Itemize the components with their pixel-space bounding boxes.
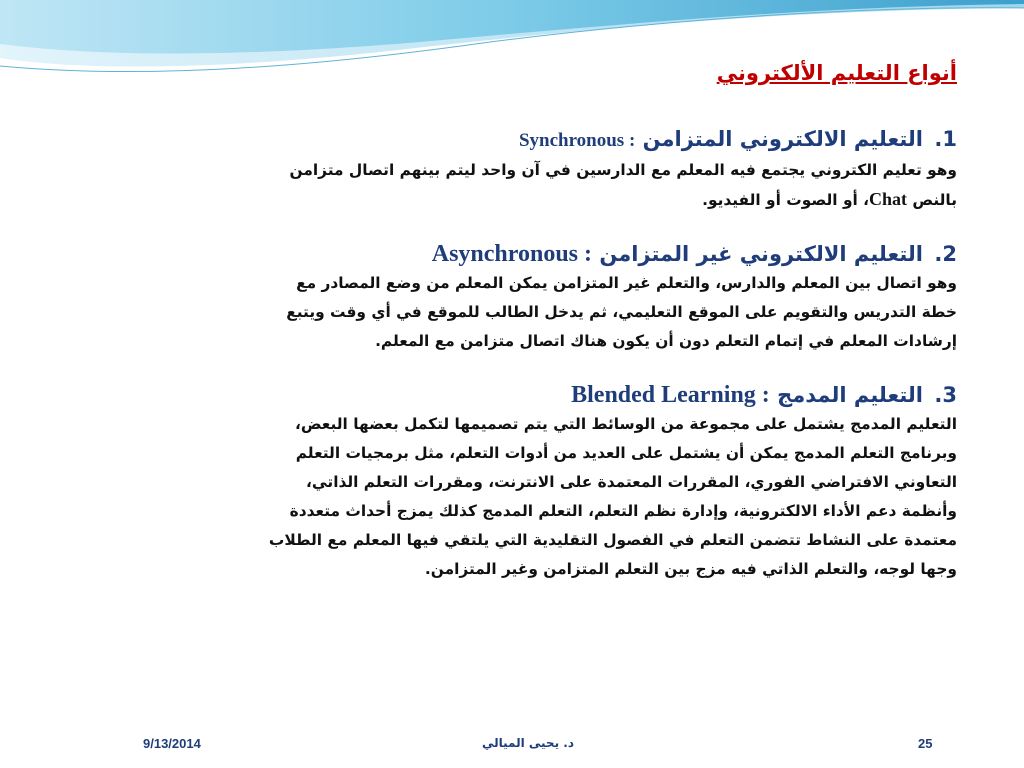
footer-author: د. يحيى الميالي <box>482 736 574 750</box>
section-3-heading-en: Blended Learning : <box>571 382 770 408</box>
section-3-line: وأنظمة دعم الأداء الالكترونية، وإدارة نظم التعلم، التعلم المدمج كذلك يمزج أحداث متعددة <box>289 502 957 520</box>
section-2-heading-en: Asynchronous : <box>431 241 592 267</box>
section-1-paragraph <box>95 156 957 215</box>
section-2-paragraph <box>95 269 957 356</box>
section-3-line: التعاوني الافتراضي الفوري، المقررات المعتمدة على الانترنت، ومقررات التعلم الذاتي، <box>306 473 957 491</box>
section-1-heading <box>95 124 957 156</box>
footer-page-number: 25 <box>918 736 933 751</box>
section-3-line: وبرنامج التعلم المدمج يمكن أن يشتمل على العديد من أدوات التعلم، مثل برمجيات التعلم <box>295 444 957 462</box>
section-2-number: 2. <box>934 242 957 266</box>
section-2-heading-ar: التعليم الالكتروني غير المتزامن <box>599 242 923 266</box>
slide-content <box>95 58 957 584</box>
section-1-heading-ar: التعليم الالكتروني المتزامن <box>642 127 923 151</box>
slide-title: أنواع التعليم الألكتروني <box>716 61 957 85</box>
section-1-line: وهو تعليم الكتروني يجتمع فيه المعلم مع الدارسين في آن واحد ليتم بينهم اتصال متزامن <box>289 161 957 179</box>
section-2-line: إرشادات المعلم في إتمام التعلم دون أن يكون هناك اتصال متزامن مع المعلم. <box>375 332 957 350</box>
section-3-heading-ar: التعليم المدمج <box>777 383 923 407</box>
section-1-line-last-prefix: بالنص <box>912 191 957 209</box>
section-2-line: وهو اتصال بين المعلم والدارس، والتعلم غير المتزامن يمكن المعلم من وضع المصادر مع <box>296 274 957 292</box>
section-1-number: 1. <box>934 127 957 151</box>
section-1-heading-en: Synchronous : <box>518 130 636 151</box>
section-3-line: معتمدة على النشاط تتضمن التعلم في الفصول التقليدية التي يلتقي فيها المعلم مع الطلاب <box>268 531 957 549</box>
section-3-paragraph <box>95 410 957 584</box>
section-3-line: وجها لوجه، والتعلم الذاتي فيه مزج بين التعلم المتزامن وغير المتزامن. <box>424 560 957 578</box>
section-3-number: 3. <box>934 383 957 407</box>
section-1-line-last-suffix: ، أو الصوت أو الفيديو. <box>702 191 869 209</box>
footer-date: 9/13/2014 <box>143 736 201 751</box>
section-2-line: خطة التدريس والتقويم على الموقع التعليمي، ثم يدخل الطالب للموقع في أي وقت ويتبع <box>286 303 957 321</box>
section-1-chat-term: Chat <box>869 189 908 209</box>
section-3-line: التعليم المدمج يشتمل على مجموعة من الوسائط التي يتم تصميمها لتكمل بعضها البعض، <box>294 415 957 433</box>
section-2-heading <box>95 239 957 269</box>
section-3-heading <box>95 380 957 410</box>
